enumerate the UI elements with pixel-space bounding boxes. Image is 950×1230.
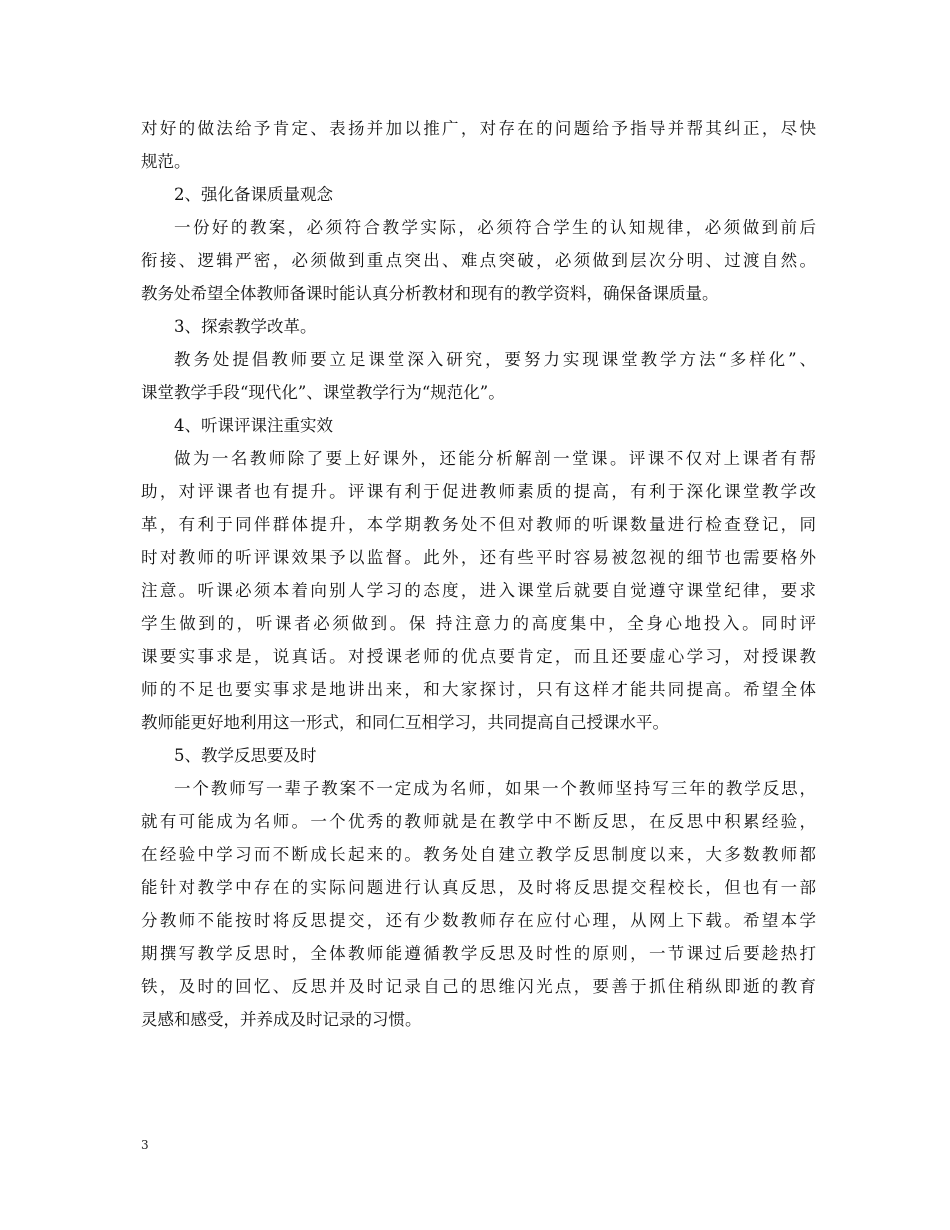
body-line: 助，对评课者也有提升。评课有利于促进教师素质的提高，有利于深化课堂教学改 <box>141 482 816 501</box>
body-line: 一个教师写一辈子教案不一定成为名师，如果一个教师坚持写三年的教学反思， <box>174 779 816 798</box>
body-line: 师的不足也要实事求是地讲出来，和大家探讨，只有这样才能共同提高。希望全体 <box>141 680 816 699</box>
body-line: 注意。听课必须本着向别人学习的态度，进入课堂后就要自觉遵守课堂纪律，要求 <box>141 581 816 600</box>
section-heading: 2、强化备课质量观念 <box>174 185 333 204</box>
body-line: 教师能更好地利用这一形式，和同仁互相学习，共同提高自己授课水平。 <box>141 713 669 732</box>
body-line: 灵感和感受，并养成及时记录的习惯。 <box>141 1010 422 1029</box>
body-line: 规范。 <box>141 152 191 171</box>
document-body <box>141 112 816 1036</box>
page-number: 3 <box>141 1138 149 1152</box>
body-line: 做为一名教师除了要上好课外，还能分析解剖一堂课。评课不仅对上课者有帮 <box>174 449 816 468</box>
body-line: 一份好的教案，必须符合教学实际，必须符合学生的认知规律，必须做到前后 <box>174 218 816 237</box>
body-line: 铁，及时的回忆、反思并及时记录自己的思维闪光点，要善于抓住稍纵即逝的教育 <box>141 977 816 996</box>
body-line: 时对教师的听评课效果予以监督。此外，还有些平时容易被忽视的细节也需要格外 <box>141 548 816 567</box>
section-heading: 5、教学反思要及时 <box>174 746 317 765</box>
body-line: 在经验中学习而不断成长起来的。教务处自建立教学反思制度以来，大多数教师都 <box>141 845 816 864</box>
section-heading: 4、听课评课注重实效 <box>174 416 333 435</box>
body-line: 课堂教学手段“现代化”、课堂教学行为“规范化”。 <box>141 383 505 402</box>
body-line: 分教师不能按时将反思提交，还有少数教师存在应付心理，从网上下载。希望本学 <box>141 911 816 930</box>
body-line: 就有可能成为名师。一个优秀的教师就是在教学中不断反思，在反思中积累经验， <box>141 812 816 831</box>
section-heading: 3、探索教学改革。 <box>174 317 317 336</box>
body-line: 教务处希望全体教师备课时能认真分析教材和现有的教学资料，确保备课质量。 <box>141 284 719 303</box>
body-line: 能针对教学中存在的实际问题进行认真反思，及时将反思提交程校长，但也有一部 <box>141 878 816 897</box>
body-line: 衔接、逻辑严密，必须做到重点突出、难点突破，必须做到层次分明、过渡自然。 <box>141 251 816 270</box>
body-line: 学生做到的，听课者必须做到。保 持注意力的高度集中，全身心地投入。同时评 <box>141 614 816 633</box>
body-line: 教务处提倡教师要立足课堂深入研究，要努力实现课堂教学方法“多样化”、 <box>174 350 816 369</box>
body-line: 期撰写教学反思时，全体教师能遵循教学反思及时性的原则，一节课过后要趁热打 <box>141 944 816 963</box>
body-line: 革，有利于同伴群体提升，本学期教务处不但对教师的听课数量进行检查登记，同 <box>141 515 816 534</box>
body-line: 课要实事求是，说真话。对授课老师的优点要肯定，而且还要虚心学习，对授课教 <box>141 647 816 666</box>
body-line: 对好的做法给予肯定、表扬并加以推广，对存在的问题给予指导并帮其纠正，尽快 <box>141 119 816 138</box>
